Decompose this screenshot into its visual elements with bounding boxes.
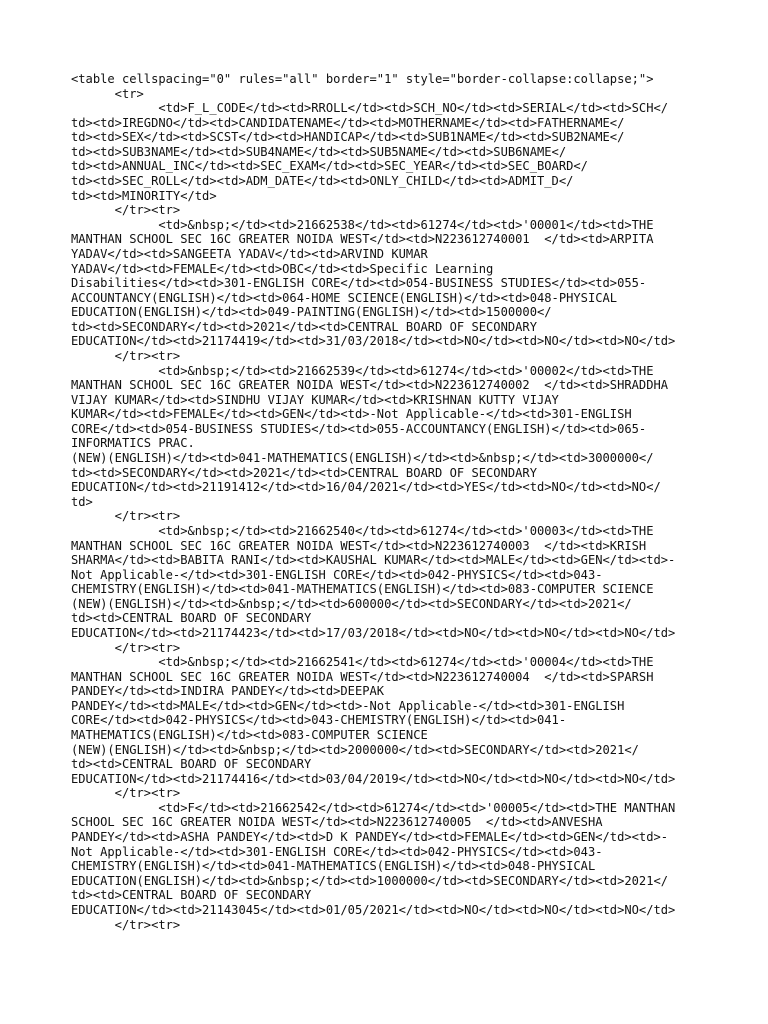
source-line: INFORMATICS PRAC. — [71, 436, 195, 451]
source-line: <td>F_L_CODE</td><td>RROLL</td><td>SCH_NO</td><td>SERIAL</td><td>SCH</ — [71, 101, 669, 116]
source-line: </tr><tr> — [71, 348, 181, 363]
source-line: SHARMA</td><td>BABITA RANI</td><td>KAUSHAL KUMAR</td><td>MALE</td><td>GEN</td><td>- — [71, 553, 676, 568]
source-line: YADAV</td><td>FEMALE</td><td>OBC</td><td>Specific Learning — [71, 261, 494, 276]
source-line: YADAV</td><td>SANGEETA YADAV</td><td>ARVIND KUMAR — [71, 246, 428, 261]
source-line: <td>&nbsp;</td><td>21662538</td><td>61274</td><td>'00001</td><td>THE — [71, 217, 654, 232]
source-line: (NEW)(ENGLISH)</td><td>&nbsp;</td><td>2000000</td><td>SECONDARY</td><td>2021</ — [71, 742, 639, 757]
source-line: td> — [71, 494, 93, 509]
source-line: (NEW)(ENGLISH)</td><td>&nbsp;</td><td>600000</td><td>SECONDARY</td><td>2021</ — [71, 596, 632, 611]
source-line: </tr><tr> — [71, 203, 181, 218]
source-line: PANDEY</td><td>MALE</td><td>GEN</td><td>-Not Applicable-</td><td>301-ENGLISH — [71, 698, 625, 713]
source-line: <table cellspacing="0" rules="all" border="1" style="border-collapse:collapse;"> — [71, 72, 654, 86]
source-line: td><td>SECONDARY</td><td>2021</td><td>CENTRAL BOARD OF SECONDARY — [71, 319, 537, 334]
source-line: EDUCATION(ENGLISH)</td><td>&nbsp;</td><td>1000000</td><td>SECONDARY</td><td>2021</ — [71, 873, 669, 888]
source-line: CORE</td><td>054-BUSINESS STUDIES</td><td>055-ACCOUNTANCY(ENGLISH)</td><td>065- — [71, 421, 647, 436]
source-line: td><td>IREGDNO</td><td>CANDIDATENAME</td><td>MOTHERNAME</td><td>FATHERNAME</ — [71, 115, 625, 130]
source-line: td><td>ANNUAL_INC</td><td>SEC_EXAM</td><td>SEC_YEAR</td><td>SEC_BOARD</ — [71, 159, 588, 174]
source-line: Not Applicable-</td><td>301-ENGLISH CORE</td><td>042-PHYSICS</td><td>043- — [71, 844, 603, 859]
source-line: CHEMISTRY(ENGLISH)</td><td>041-MATHEMATICS(ENGLISH)</td><td>083-COMPUTER SCIENCE — [71, 582, 654, 597]
source-line: SCHOOL SEC 16C GREATER NOIDA WEST</td><td>N223612740005 </td><td>ANVESHA — [71, 815, 603, 830]
source-line: EDUCATION</td><td>21174416</td><td>03/04/2019</td><td>NO</td><td>NO</td><td>NO</td> — [71, 771, 676, 786]
source-line: </tr><tr> — [71, 509, 181, 524]
source-line: EDUCATION</td><td>21143045</td><td>01/05/2021</td><td>NO</td><td>NO</td><td>NO</td> — [71, 902, 676, 917]
source-line: td><td>SEX</td><td>SCST</td><td>HANDICAP</td><td>SUB1NAME</td><td>SUB2NAME</ — [71, 130, 625, 145]
source-line: EDUCATION</td><td>21174419</td><td>31/03/2018</td><td>NO</td><td>NO</td><td>NO</td> — [71, 334, 676, 349]
source-line: td><td>CENTRAL BOARD OF SECONDARY — [71, 757, 312, 772]
source-line: <td>&nbsp;</td><td>21662541</td><td>61274</td><td>'00004</td><td>THE — [71, 655, 654, 670]
source-line: EDUCATION(ENGLISH)</td><td>049-PAINTING(ENGLISH)</td><td>1500000</ — [71, 305, 552, 320]
source-line: CORE</td><td>042-PHYSICS</td><td>043-CHEMISTRY(ENGLISH)</td><td>041- — [71, 713, 567, 728]
source-line: td><td>CENTRAL BOARD OF SECONDARY — [71, 611, 312, 626]
source-line: KUMAR</td><td>FEMALE</td><td>GEN</td><td>-Not Applicable-</td><td>301-ENGLISH — [71, 407, 632, 422]
source-line: MATHEMATICS(ENGLISH)</td><td>083-COMPUTER SCIENCE — [71, 728, 428, 743]
source-line: td><td>MINORITY</td> — [71, 188, 217, 203]
source-line: td><td>SECONDARY</td><td>2021</td><td>CENTRAL BOARD OF SECONDARY — [71, 465, 537, 480]
source-line: Not Applicable-</td><td>301-ENGLISH CORE</td><td>042-PHYSICS</td><td>043- — [71, 567, 603, 582]
source-line: VIJAY KUMAR</td><td>SINDHU VIJAY KUMAR</td><td>KRISHNAN KUTTY VIJAY — [71, 392, 559, 407]
source-line: </tr><tr> — [71, 917, 181, 932]
source-line: <tr> — [71, 86, 144, 101]
source-line: EDUCATION</td><td>21191412</td><td>16/04/2021</td><td>YES</td><td>NO</td><td>NO</ — [71, 480, 661, 495]
source-line: ACCOUNTANCY(ENGLISH)</td><td>064-HOME SCIENCE(ENGLISH)</td><td>048-PHYSICAL — [71, 290, 618, 305]
html-source-text — [71, 72, 761, 932]
source-line: td><td>SEC_ROLL</td><td>ADM_DATE</td><td>ONLY_CHILD</td><td>ADMIT_D</ — [71, 174, 574, 189]
source-line: <td>F</td><td>21662542</td><td>61274</td><td>'00005</td><td>THE MANTHAN — [71, 800, 676, 815]
source-line: (NEW)(ENGLISH)</td><td>041-MATHEMATICS(ENGLISH)</td><td>&nbsp;</td><td>3000000</ — [71, 451, 654, 466]
source-line: EDUCATION</td><td>21174423</td><td>17/03/2018</td><td>NO</td><td>NO</td><td>NO</td> — [71, 625, 676, 640]
source-line: PANDEY</td><td>INDIRA PANDEY</td><td>DEEPAK — [71, 684, 385, 699]
source-line: Disabilities</td><td>301-ENGLISH CORE</td><td>054-BUSINESS STUDIES</td><td>055- — [71, 276, 647, 291]
source-line: </tr><tr> — [71, 640, 181, 655]
source-line: MANTHAN SCHOOL SEC 16C GREATER NOIDA WEST</td><td>N223612740001 </td><td>ARPITA — [71, 232, 654, 247]
source-line: PANDEY</td><td>ASHA PANDEY</td><td>D K PANDEY</td><td>FEMALE</td><td>GEN</td><td>- — [71, 830, 669, 845]
source-line: MANTHAN SCHOOL SEC 16C GREATER NOIDA WEST</td><td>N223612740002 </td><td>SHRADDHA — [71, 378, 669, 393]
source-line: </tr><tr> — [71, 786, 181, 801]
source-line: <td>&nbsp;</td><td>21662539</td><td>61274</td><td>'00002</td><td>THE — [71, 363, 654, 378]
source-line: td><td>SUB3NAME</td><td>SUB4NAME</td><td>SUB5NAME</td><td>SUB6NAME</ — [71, 144, 567, 159]
source-line: <td>&nbsp;</td><td>21662540</td><td>61274</td><td>'00003</td><td>THE — [71, 523, 654, 538]
source-line: td><td>CENTRAL BOARD OF SECONDARY — [71, 888, 312, 903]
source-line: MANTHAN SCHOOL SEC 16C GREATER NOIDA WEST</td><td>N223612740004 </td><td>SPARSH — [71, 669, 654, 684]
source-line: CHEMISTRY(ENGLISH)</td><td>041-MATHEMATICS(ENGLISH)</td><td>048-PHYSICAL — [71, 859, 596, 874]
source-line: MANTHAN SCHOOL SEC 16C GREATER NOIDA WEST</td><td>N223612740003 </td><td>KRISH — [71, 538, 647, 553]
